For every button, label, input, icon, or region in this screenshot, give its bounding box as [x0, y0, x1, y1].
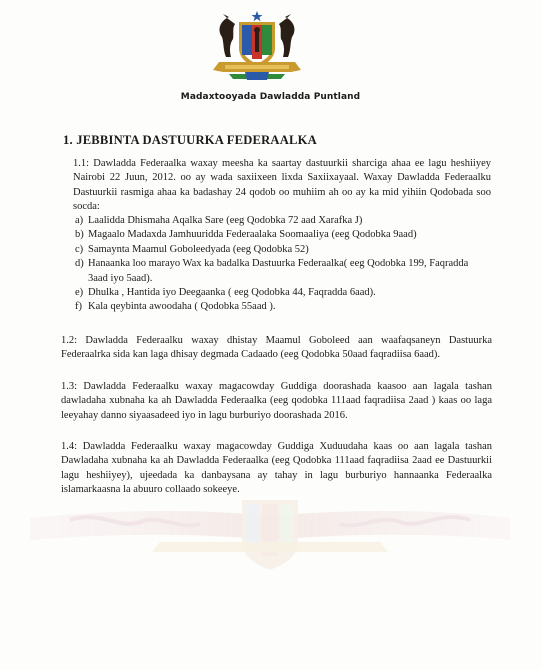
- list-item: [75, 243, 485, 257]
- paragraph-1-2: 1.2: Dawladda Federaalku waxay dhistay Maamul Goboleed aan waafaqsaneyn Dastuurka Federaalrka sida kan laga dhisay degmada Cadaado (eeg Qodobka 50aad faqradiisa 6aad).: [61, 335, 492, 361]
- header-title: Madaxtooyada Dawladda Puntland: [180, 92, 361, 102]
- list-item: [75, 286, 485, 300]
- list-item: [75, 300, 485, 314]
- list-item-text: Hanaanka loo marayo Wax ka badalka Dastuurka Federaalka( eeg Qodobka 199, Faqradda 3aad iyo 5aad).: [88, 258, 469, 284]
- list-item-text: Kala qeybinta awoodaha ( Qodobka 55aad ).: [88, 301, 276, 313]
- emblem-watermark-icon: [10, 480, 530, 590]
- paragraph-1-3: 1.3: Dawladda Federaalku waxay magacowday Guddiga doorashada kaasoo aan lagala tashan dawladaha xubnaha ka ah Dawladda Federaalka (eeg qodobka 111aad faqradiisa 2aad ) kaas oo laga leeyahay danno siyaasadeed iyo in lagu burburiyo doorashada 2016.: [61, 381, 492, 421]
- paragraph-1-4: 1.4: Dawladda Federaalku waxay magacowday Guddiga Xuduudaha kaas oo aan lagala tashan Dawladaha xubnaha ka ah Dawladda Federaalka (eeg Qodobka 111aad faqradiisa 2aad ee Dastuurkii lagu heshiiyey), ujeedada ka danbaysana ay tahay in lagu burburiyo hannaanka Federaalka islamarkaasna la abuuro collaado sokeeye.: [61, 441, 492, 496]
- list-item-text: Samaynta Maamul Goboleedyada (eeg Qodobka 52): [88, 243, 309, 255]
- section-heading: 1. JEBBINTA DASTUURKA FEDERAALKA: [63, 133, 317, 147]
- puntland-emblem-icon: [205, 10, 309, 82]
- list-item: [75, 228, 485, 242]
- list-marker: a): [75, 215, 84, 226]
- article-list: [75, 214, 485, 315]
- paragraph-1-1: 1.1: Dawladda Federaalka waxay meesha ka saartay dastuurkii sharciga ahaa ee lagu heshiiyey Nairobi 22 Juun, 2012. oo ay wada saxiixeen lixda Saxiixayaal. Waxay Dawladda Federaalku Dastuurkii rasmiga ahaa ka badashay 24 qodob oo muhiim ah oo ay ka mid yihiin Qodobada soo socda:: [73, 158, 491, 213]
- list-marker: f): [75, 301, 82, 313]
- list-marker: e): [75, 287, 84, 299]
- list-marker: b): [75, 229, 84, 241]
- list-item-text: Dhulka , Hantida iyo Deegaanka ( eeg Qodobka 44, Faqradda 6aad).: [88, 287, 376, 299]
- list-marker: d): [75, 258, 84, 270]
- list-item: [75, 214, 485, 228]
- list-marker: c): [75, 243, 84, 255]
- list-item: [75, 257, 485, 286]
- list-item-text: Magaalo Madaxda Jamhuuridda Federaalaka Soomaaliya (eeg Qodobka 9aad): [88, 229, 417, 241]
- list-item-text: Laalidda Dhismaha Aqalka Sare (eeg Qodobka 72 aad Xarafka J): [88, 215, 363, 226]
